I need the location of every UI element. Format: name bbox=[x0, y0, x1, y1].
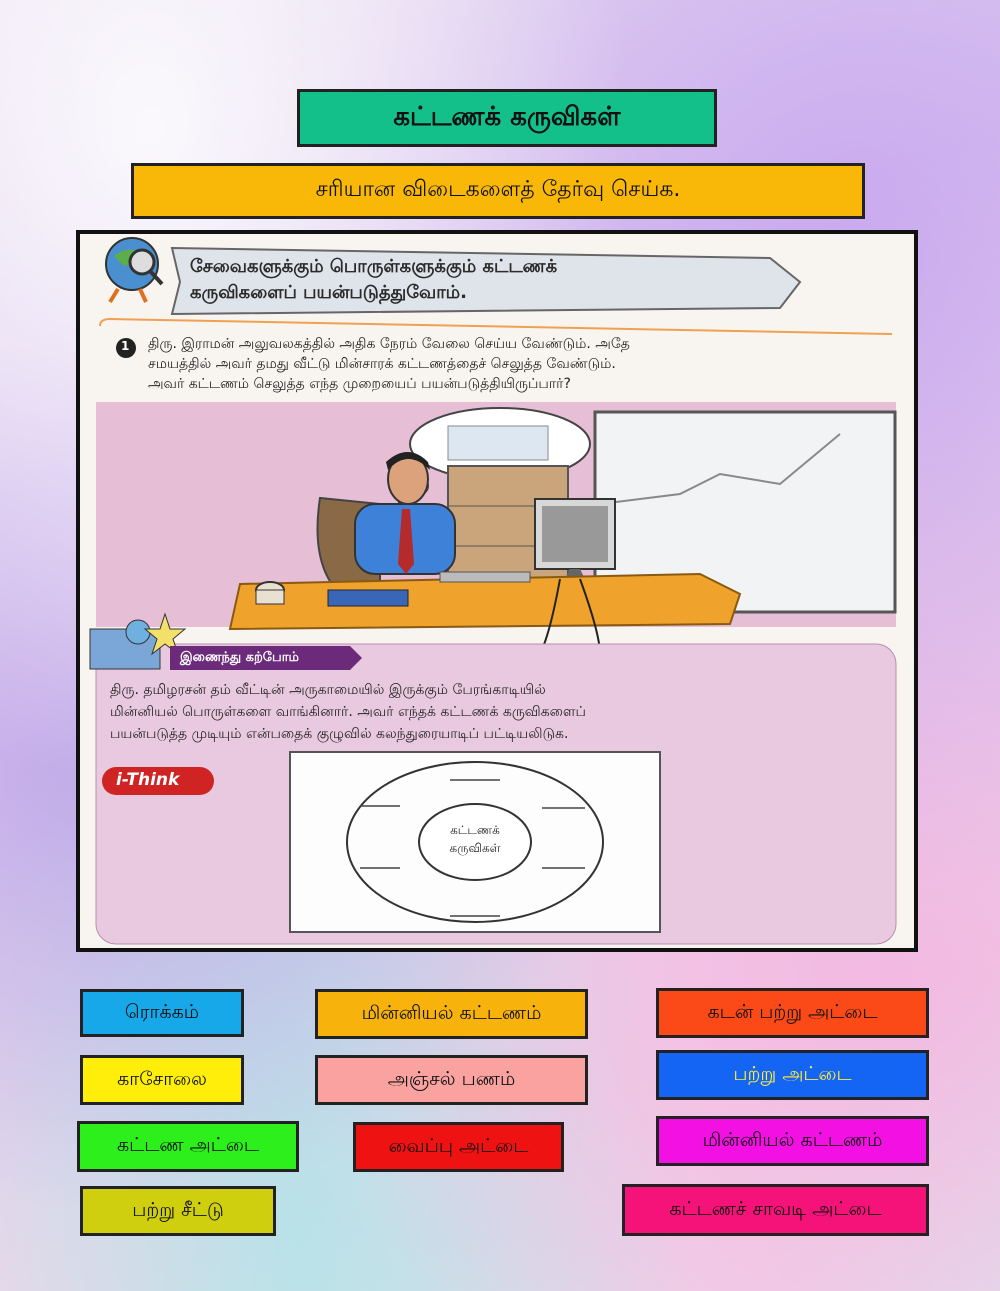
option-cheque[interactable]: காசோலை bbox=[80, 1055, 244, 1105]
activity-line2: மின்னியல் பொருள்களை வாங்கினார். அவர் எந்தக் கட்டணக் கருவிகளைப் bbox=[110, 704, 586, 720]
option-deposit-card[interactable]: வைப்பு அட்டை bbox=[353, 1122, 564, 1172]
option-debit-card[interactable]: பற்று அட்டை bbox=[656, 1050, 929, 1100]
textbook-heading-line2: கருவிகளைப் பயன்படுத்துவோம். bbox=[190, 282, 467, 303]
question-line1: திரு. இராமன் அலுவலகத்தில் அதிக நேரம் வேலை செய்ய வேண்டும். அதே bbox=[148, 336, 630, 352]
option-credit-card[interactable]: கடன் பற்று அட்டை bbox=[656, 988, 929, 1038]
option-cash[interactable]: ரொக்கம் bbox=[80, 989, 244, 1037]
option-charge-card[interactable]: கட்டண அட்டை bbox=[77, 1121, 299, 1172]
textbook-heading-line1: சேவைகளுக்கும் பொருள்களுக்கும் கட்டணக் bbox=[190, 256, 558, 277]
group-learning-label: இணைந்து கற்போம் bbox=[180, 650, 299, 665]
instruction-banner: சரியான விடைகளைத் தேர்வு செய்க. bbox=[131, 163, 865, 219]
page-title: கட்டணக் கருவிகள் bbox=[297, 89, 717, 147]
map-center-line2: கருவிகள் bbox=[449, 841, 501, 855]
ithink-badge: i-Think bbox=[116, 770, 180, 790]
option-electronic-payment-1[interactable]: மின்னியல் கட்டணம் bbox=[315, 989, 588, 1039]
option-payment-slip[interactable]: பற்று சீட்டு bbox=[80, 1186, 276, 1236]
textbook-photo bbox=[76, 230, 918, 952]
option-toll-card[interactable]: கட்டணச் சாவடி அட்டை bbox=[622, 1184, 929, 1236]
option-electronic-payment-2[interactable]: மின்னியல் கட்டணம் bbox=[656, 1116, 929, 1166]
question-line3: அவர் கட்டணம் செலுத்த எந்த முறையைப் பயன்படுத்தியிருப்பார்? bbox=[148, 376, 571, 392]
option-postal-order[interactable]: அஞ்சல் பணம் bbox=[315, 1055, 588, 1105]
activity-line1: திரு. தமிழரசன் தம் வீட்டின் அருகாமையில் இருக்கும் பேரங்காடியில் bbox=[110, 682, 546, 698]
question-line2: சமயத்தில் அவர் தமது வீட்டு மின்சாரக் கட்டணத்தைச் செலுத்த வேண்டும். bbox=[148, 356, 616, 372]
activity-line3: பயன்படுத்த முடியும் என்பதைக் குழுவில் கலந்துரையாடிப் பட்டியலிடுக. bbox=[110, 726, 569, 742]
map-center-line1: கட்டணக் bbox=[450, 823, 500, 837]
question-number: 1 bbox=[121, 339, 130, 353]
